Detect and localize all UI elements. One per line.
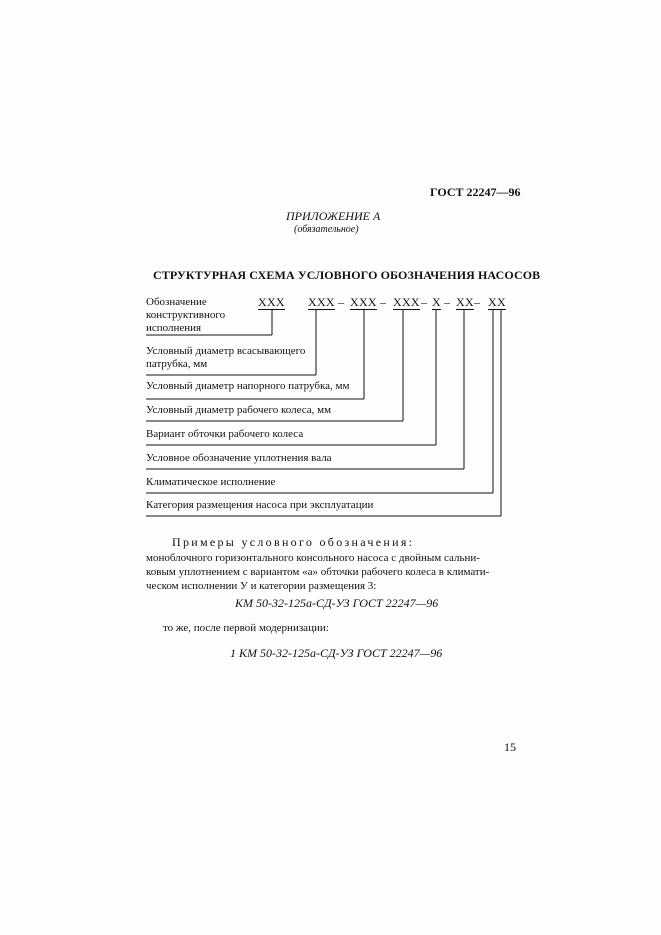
code-seal: XX (456, 295, 474, 309)
code-separator: – (338, 295, 345, 309)
code-design: XXX (258, 295, 285, 309)
document-code: ГОСТ 22247—96 (430, 185, 521, 199)
code-suction: XXX (308, 295, 335, 309)
appendix-title: ПРИЛОЖЕНИЕ А (286, 209, 381, 223)
code-separator: – (421, 295, 428, 309)
scheme-title: СТРУКТУРНАЯ СХЕМА УСЛОВНОГО ОБОЗНАЧЕНИЯ НАСОСОВ (153, 268, 541, 282)
example-note: то же, после первой модернизации: (163, 622, 329, 634)
examples-text-line: моноблочного горизонтального консольного насоса с двойным сальни- (146, 552, 480, 564)
example-designation-1: КМ 50-32-125а-СД-УЗ ГОСТ 22247—96 (235, 596, 439, 610)
examples-text-line: ковым уплотнением с вариантом «а» обточки рабочего колеса в климати- (146, 566, 490, 578)
examples-text (146, 551, 516, 593)
example-designation-2: 1 КМ 50-32-125а-СД-УЗ ГОСТ 22247—96 (230, 646, 443, 660)
code-trim: X (432, 295, 441, 309)
label-shaft-seal: Условное обозначение уплотнения вала (146, 452, 332, 464)
label-impeller-trim: Вариант обточки рабочего колеса (146, 428, 304, 440)
appendix-note: (обязательное) (294, 224, 359, 235)
label-design-version: Обозначение конструктивного исполнения (146, 296, 226, 334)
label-climate-version: Климатическое исполнение (146, 476, 276, 488)
code-separator: – (474, 295, 481, 309)
examples-text-line: ческом исполнении У и категории размещения 3: (146, 580, 377, 592)
label-placement-category: Категория размещения насоса при эксплуатации (146, 499, 374, 511)
examples-heading: Примеры условного обозначения: (172, 535, 415, 549)
page-number: 15 (504, 740, 516, 754)
code-climate: XX (488, 295, 506, 309)
label-impeller-diameter: Условный диаметр рабочего колеса, мм (146, 404, 332, 416)
label-suction-diameter: Условный диаметр всасывающего патрубка, мм (146, 345, 306, 370)
code-discharge: XXX (350, 295, 377, 309)
code-separator: – (380, 295, 387, 309)
label-discharge-diameter: Условный диаметр напорного патрубка, мм (146, 380, 350, 392)
code-separator: – (444, 295, 451, 309)
code-impeller: XXX (393, 295, 420, 309)
